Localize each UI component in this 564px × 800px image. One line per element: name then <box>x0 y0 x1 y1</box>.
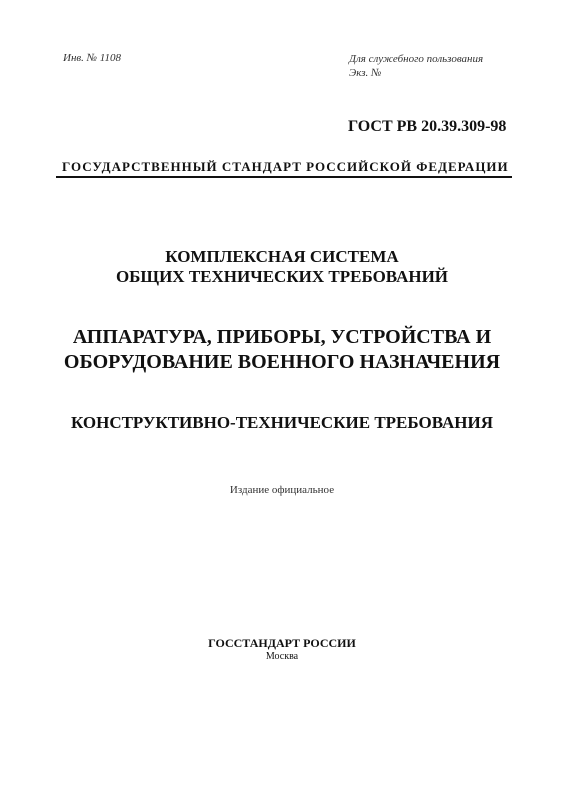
state-standard-heading: ГОСУДАРСТВЕННЫЙ СТАНДАРТ РОССИЙСКОЙ ФЕДЕРАЦИИ <box>62 159 509 174</box>
system-title-line-2: ОБЩИХ ТЕХНИЧЕСКИХ ТРЕБОВАНИЙ <box>115 267 449 286</box>
edition-note: Издание официальное <box>229 484 335 496</box>
system-title-line-1: КОМПЛЕКСНАЯ СИСТЕМА <box>165 247 399 266</box>
restriction-notice <box>349 52 483 80</box>
document-code: ГОСТ РВ 20.39.309-98 <box>348 118 507 135</box>
publisher-block <box>40 636 524 664</box>
copy-number-label: Экз. № <box>349 67 382 79</box>
equipment-title <box>40 325 524 375</box>
requirements-title: КОНСТРУКТИВНО-ТЕХНИЧЕСКИЕ ТРЕБОВАНИЯ <box>70 413 494 432</box>
publisher-city: Москва <box>265 651 299 662</box>
inventory-number: Инв. № 1108 <box>63 52 121 64</box>
restriction-label: Для служебного пользования <box>349 53 484 65</box>
publisher-name: ГОССТАНДАРТ РОССИИ <box>208 636 356 650</box>
header-divider <box>56 176 512 178</box>
system-title <box>40 247 524 287</box>
equipment-title-line-1: АППАРАТУРА, ПРИБОРЫ, УСТРОЙСТВА И <box>72 326 492 348</box>
equipment-title-line-2: ОБОРУДОВАНИЕ ВОЕННОГО НАЗНАЧЕНИЯ <box>63 351 501 373</box>
